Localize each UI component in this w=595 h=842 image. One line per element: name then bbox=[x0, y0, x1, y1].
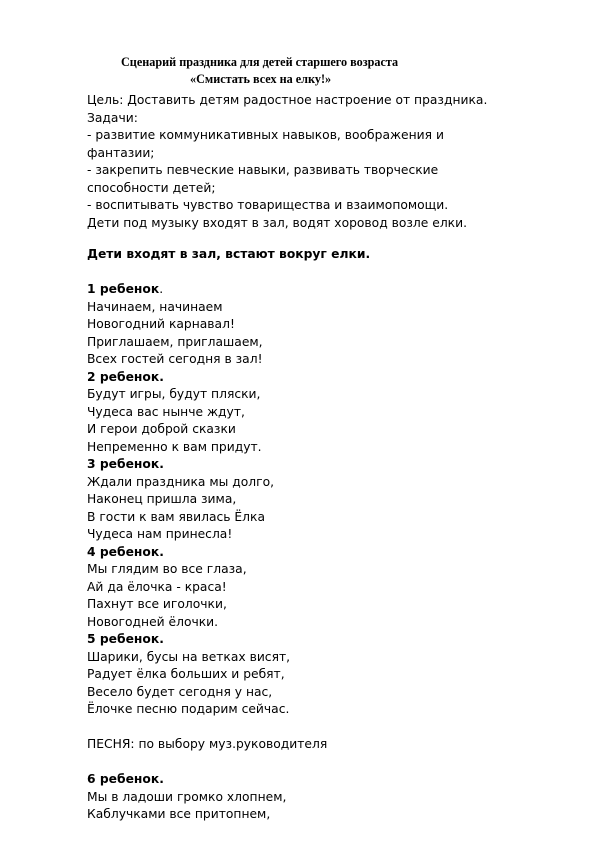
speaker-label: 1 ребенок bbox=[87, 282, 160, 296]
verse-line: Новогодней ёлочки. bbox=[87, 614, 219, 629]
spacer bbox=[87, 754, 567, 772]
spacer bbox=[87, 232, 567, 246]
intro-line: Дети под музыку входят в зал, водят хоровод возле елки. bbox=[87, 215, 468, 230]
intro-line: Цель: Доставить детям радостное настроение от праздника. bbox=[87, 93, 488, 107]
speaker-label: 6 ребенок. bbox=[87, 772, 164, 786]
verse-line: Всех гостей сегодня в зал! bbox=[87, 352, 263, 366]
speaker-label-suffix: . bbox=[159, 282, 164, 296]
spacer bbox=[87, 264, 567, 282]
verse-line: Чудеса вас нынче ждут, bbox=[87, 404, 245, 419]
intro-line: - развитие коммуникативных навыков, воображения и bbox=[87, 128, 444, 142]
stage-direction: Дети входят в зал, встают вокруг елки. bbox=[87, 247, 371, 261]
speaker-label: 4 ребенок. bbox=[87, 544, 164, 559]
verse-line: Будут игры, будут пляски, bbox=[87, 387, 261, 401]
verse-line: Ай да ёлочка - краса! bbox=[87, 579, 227, 594]
title-line-1: Сценарий праздника для детей старшего возраста bbox=[121, 55, 399, 69]
verse-line: Радует ёлка больших и ребят, bbox=[87, 667, 285, 681]
speaker-label: 2 ребенок. bbox=[87, 369, 164, 384]
intro-line: способности детей; bbox=[87, 180, 216, 195]
verse-line: Мы глядим во все глаза, bbox=[87, 562, 247, 576]
verse-line: Шарики, бусы на ветках висят, bbox=[87, 649, 291, 664]
song-line: ПЕСНЯ: по выбору муз.руководителя bbox=[87, 737, 328, 751]
speaker-label: 5 ребенок. bbox=[87, 632, 164, 646]
verse-line: Пахнут все иголочки, bbox=[87, 597, 227, 611]
verse-line: Каблучками все притопнем, bbox=[87, 807, 271, 821]
speaker-heading bbox=[87, 281, 567, 299]
verse-line: Весело будет сегодня у нас, bbox=[87, 684, 273, 699]
verse-line: Новогодний карнавал! bbox=[87, 317, 235, 331]
document-body bbox=[87, 92, 567, 824]
speaker-label: 3 ребенок. bbox=[87, 457, 164, 471]
intro-line: - воспитывать чувство товарищества и взаимопомощи. bbox=[87, 198, 449, 212]
verse-line: Ёлочке песню подарим сейчас. bbox=[87, 702, 290, 716]
title-line-2: «Смистать всех на елку!» bbox=[190, 72, 332, 86]
intro-line: фантазии; bbox=[87, 145, 155, 160]
verse-line: Мы в ладоши громко хлопнем, bbox=[87, 789, 287, 804]
verse-line: В гости к вам явилась Ёлка bbox=[87, 509, 265, 524]
verse-line: Чудеса нам принесла! bbox=[87, 527, 233, 541]
verse-line: Ждали праздника мы долго, bbox=[87, 474, 275, 489]
verse-line: Наконец пришла зима, bbox=[87, 492, 237, 506]
verse-line: Приглашаем, приглашаем, bbox=[87, 334, 263, 349]
verse-line: Начинаем, начинаем bbox=[87, 299, 223, 314]
intro-line: Задачи: bbox=[87, 110, 138, 125]
intro-line: - закрепить певческие навыки, развивать творческие bbox=[87, 163, 439, 177]
spacer bbox=[87, 719, 567, 737]
verse-line: И герои доброй сказки bbox=[87, 422, 236, 436]
verse-line: Непременно к вам придут. bbox=[87, 439, 262, 454]
